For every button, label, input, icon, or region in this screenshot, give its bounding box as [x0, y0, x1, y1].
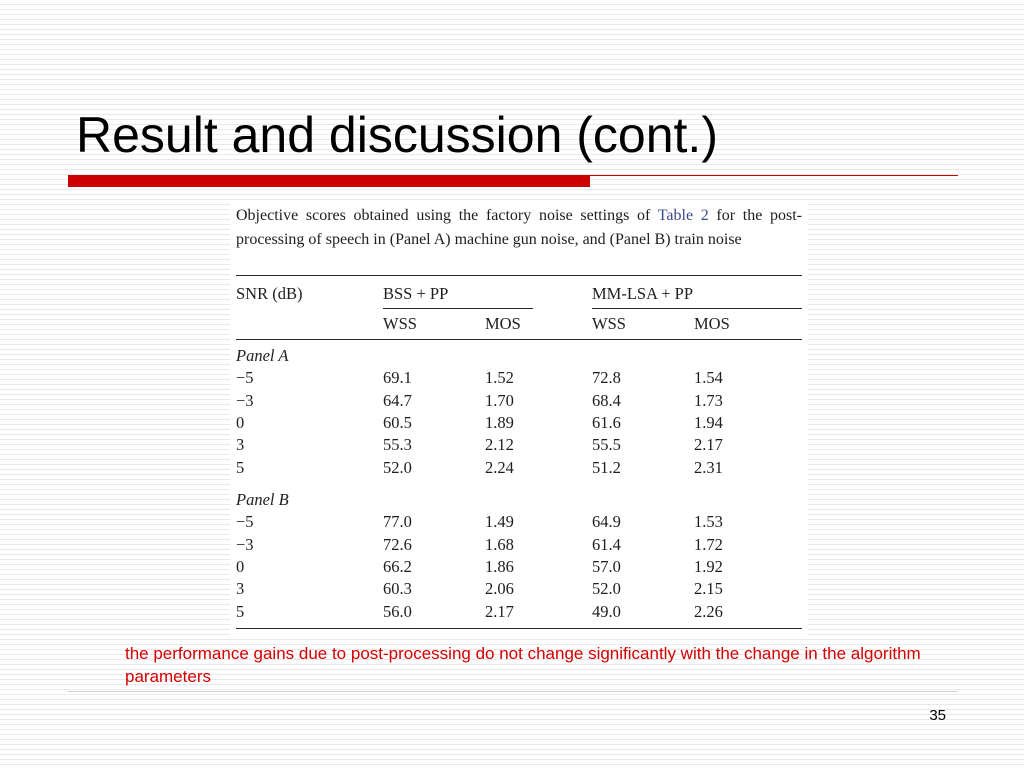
table-cell: 2.15 [694, 579, 723, 599]
table-cell: 1.86 [485, 556, 514, 576]
table-cell: −5 [236, 368, 254, 388]
table-cell: 72.6 [383, 534, 412, 554]
table-cell: 2.17 [694, 435, 723, 455]
table-cell: 56.0 [383, 601, 412, 621]
table-cell: 0 [236, 556, 245, 576]
title-underline [68, 175, 958, 187]
table-cell: 5 [236, 601, 245, 621]
table-cell: 52.0 [383, 457, 412, 477]
table-cell: 64.7 [383, 390, 412, 410]
header-wss-1: WSS [383, 314, 417, 333]
table-cell: 1.89 [485, 412, 514, 432]
table-cell: 69.1 [383, 368, 412, 388]
header-snr: SNR (dB) [236, 284, 303, 303]
table-cell: 61.4 [592, 534, 621, 554]
title-underline-line [590, 175, 958, 176]
header-wss-2: WSS [592, 314, 626, 333]
table-cell: 2.24 [485, 457, 514, 477]
page-number: 35 [929, 707, 946, 724]
table-cell: 1.52 [485, 368, 514, 388]
header-bottom-rule [236, 339, 802, 340]
table-cell: 60.5 [383, 412, 412, 432]
table-caption [236, 204, 802, 252]
table-cell: 77.0 [383, 512, 412, 532]
table-cell: 1.49 [485, 512, 514, 532]
slide-title: Result and discussion (cont.) [76, 107, 718, 163]
group-rule-mmlsa-pp [592, 308, 802, 309]
results-table [230, 200, 808, 636]
table-cell: 68.4 [592, 390, 621, 410]
table-cell: 2.31 [694, 457, 723, 477]
table-cell: 1.53 [694, 512, 723, 532]
table-cell: 49.0 [592, 601, 621, 621]
table-cell: −3 [236, 534, 254, 554]
table-cell: 3 [236, 435, 245, 455]
table-cell: 66.2 [383, 556, 412, 576]
table-cell: 64.9 [592, 512, 621, 532]
group-rule-bss-pp [383, 308, 533, 309]
table-cell: 2.06 [485, 579, 514, 599]
table-cell: 1.70 [485, 390, 514, 410]
table-cell: 57.0 [592, 556, 621, 576]
caption-text-start: Objective scores obtained using the factory noise settings of [236, 207, 658, 224]
panel-label: Panel B [236, 490, 289, 509]
header-group-mmlsa-pp: MM-LSA + PP [592, 284, 694, 303]
table-cell: 2.26 [694, 601, 723, 621]
header-group-bss-pp: BSS + PP [383, 284, 449, 303]
panel-label: Panel A [236, 346, 289, 365]
title-underline-bar [68, 175, 590, 187]
table-cell: 5 [236, 457, 245, 477]
table-cell: 52.0 [592, 579, 621, 599]
table-cell: 72.8 [592, 368, 621, 388]
table-cell: 51.2 [592, 457, 621, 477]
table-cell: 0 [236, 412, 245, 432]
table-top-rule [236, 275, 802, 276]
table-cell: 1.54 [694, 368, 723, 388]
table-cell: 1.68 [485, 534, 514, 554]
table-cell: 1.72 [694, 534, 723, 554]
table-cell: 1.73 [694, 390, 723, 410]
table-cell: 60.3 [383, 579, 412, 599]
table-bottom-rule [236, 628, 802, 629]
table-cell: −5 [236, 512, 254, 532]
table-cell: 1.94 [694, 412, 723, 432]
table-cell: 55.5 [592, 435, 621, 455]
header-mos-1: MOS [485, 314, 521, 333]
table-cell: 1.92 [694, 556, 723, 576]
header-mos-2: MOS [694, 314, 730, 333]
table-cell: −3 [236, 390, 254, 410]
caption-text-end: for the post-processing of speech in (Panel A) machine gun noise, and (Panel B) train noise [236, 207, 803, 248]
conclusion-text: the performance gains due to post-processing do not change significantly with the change in the algorithm parameters [125, 644, 921, 686]
table-cell: 61.6 [592, 412, 621, 432]
table-cell: 3 [236, 579, 245, 599]
table-cell: 2.17 [485, 601, 514, 621]
table-cell: 55.3 [383, 435, 412, 455]
table-cell: 2.12 [485, 435, 514, 455]
footer-divider [68, 691, 958, 692]
caption-table-link[interactable]: Table 2 [657, 207, 709, 224]
